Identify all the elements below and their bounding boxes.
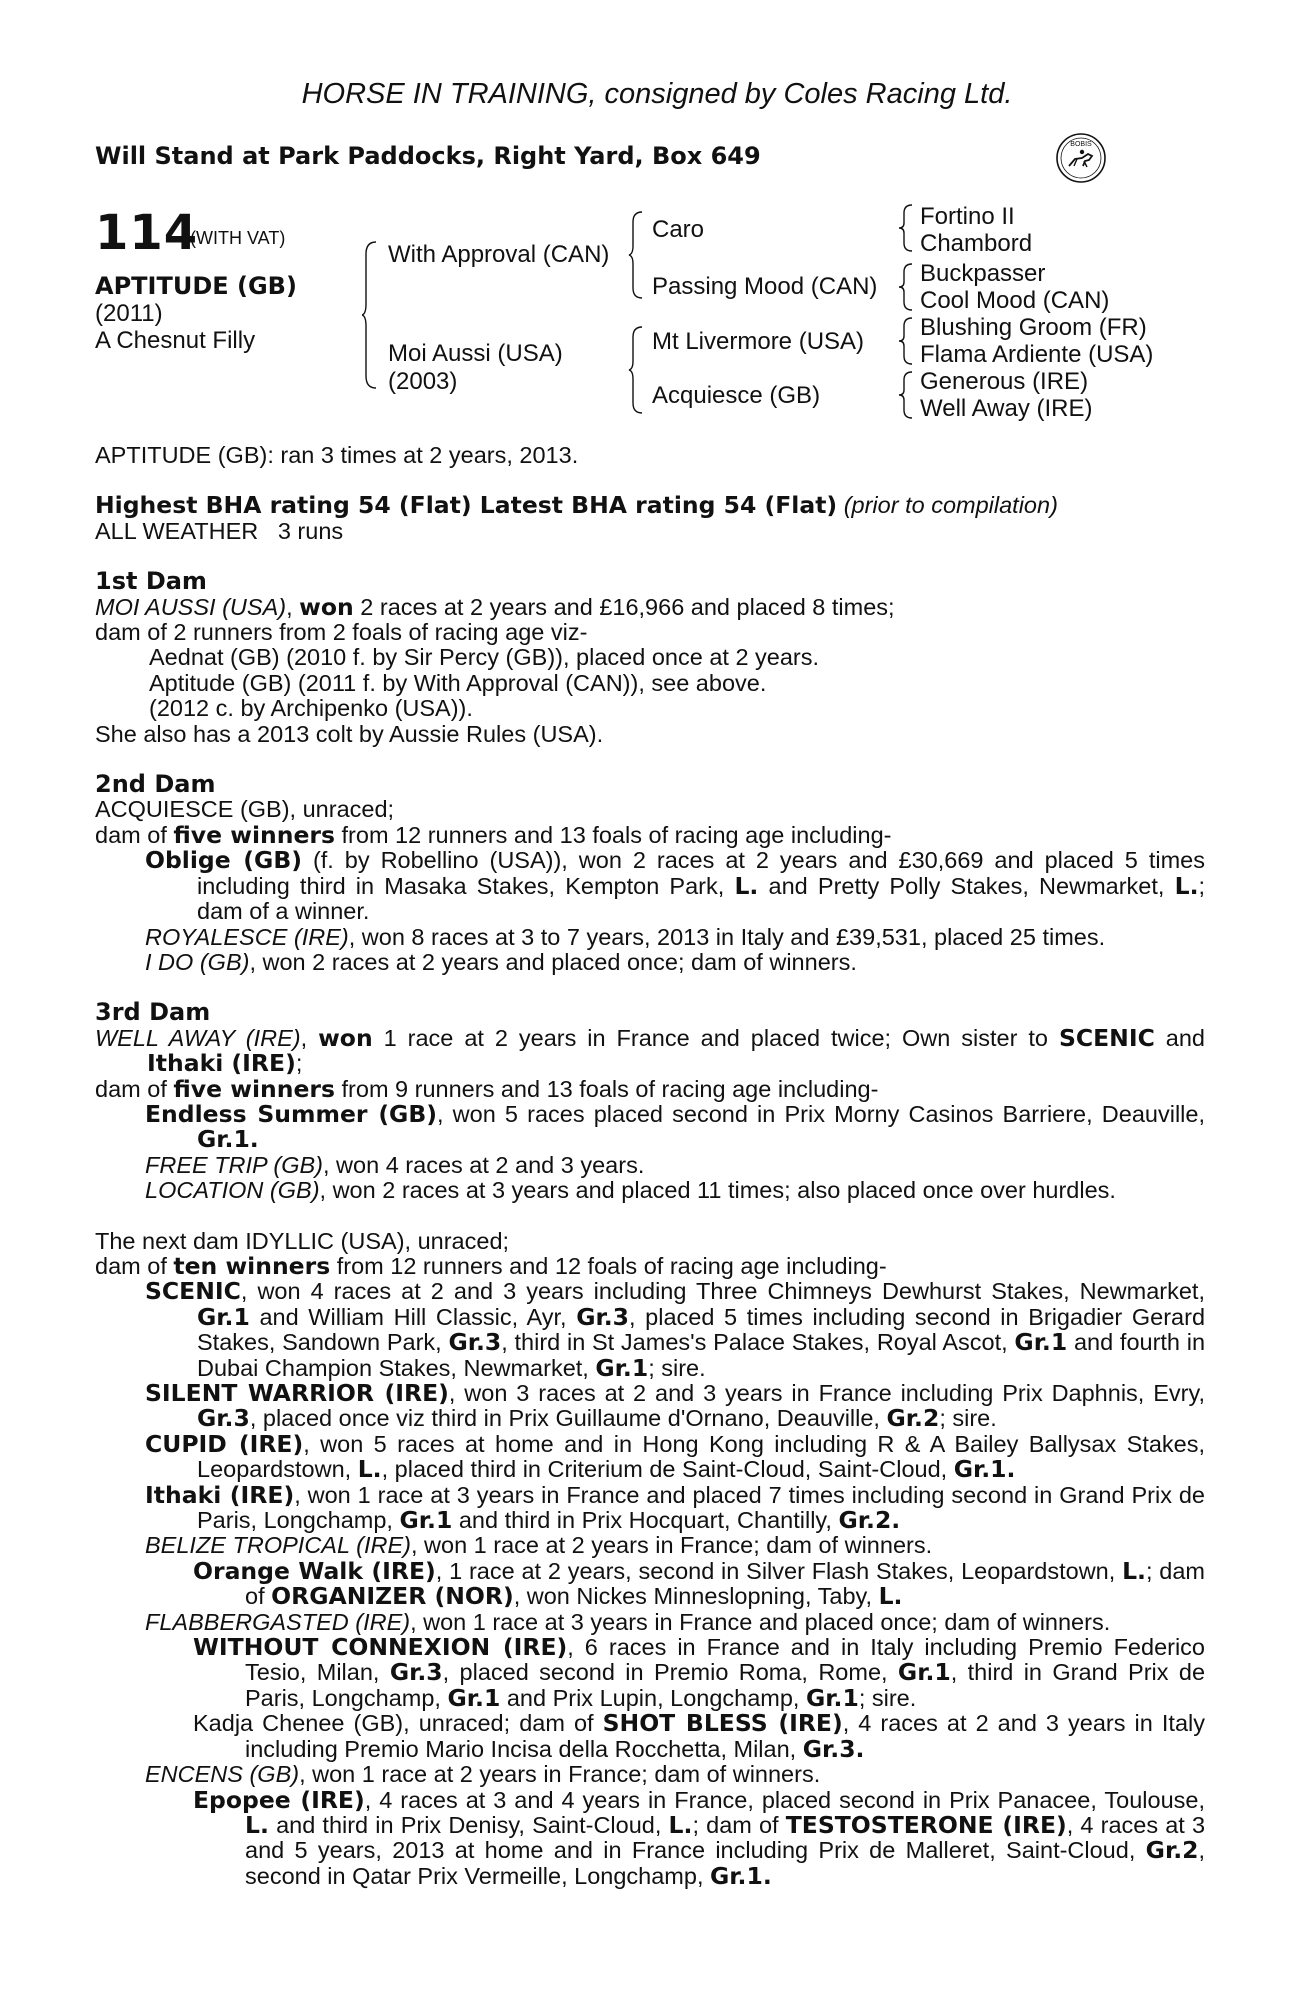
pedigree-sire: With Approval (CAN): [388, 241, 610, 268]
pedigree-dam-year: (2003): [388, 368, 458, 395]
produce-encens: ENCENS (GB), won 1 race at 2 years in France; dam of winners.: [145, 1761, 821, 1788]
produce-aptitude: Aptitude (GB) (2011 f. by With Approval (CAN)), see above.: [149, 669, 767, 696]
third-dam-line: WELL AWAY (IRE), won 1 race at 2 years in France and placed twice; Own sister to SCENIC and Ithaki (IRE);: [95, 1023, 1205, 1078]
produce-without-connexion: WITHOUT CONNEXION (IRE), 6 races in France and in Italy including Premio Federico Tesio, Milan, Gr.3, placed second in Premio Roma, Rome, Gr.1, third in Grand Prix de Paris, Longchamp, Gr.1 and Prix Lupin, Longchamp, Gr.1; sire.: [193, 1633, 1206, 1712]
produce-silent-warrior: SILENT WARRIOR (IRE), won 3 races at 2 and 3 years in France including Prix Daphnis, Evry, Gr.3, placed once viz third in Prix Guillaume d'Ornano, Deauville, Gr.2; sire.: [145, 1379, 1205, 1433]
logo-text: BOBIS: [1070, 141, 1092, 148]
pedigree-brace-3b: [898, 262, 914, 312]
second-dam-line: ACQUIESCE (GB), unraced;: [95, 796, 395, 823]
produce-location: LOCATION (GB), won 2 races at 3 years and placed 11 times; also placed once over hurdles.: [145, 1177, 1116, 1204]
next-dam-line: The next dam IDYLLIC (USA), unraced;: [95, 1227, 510, 1254]
pedigree-ssd: Chambord: [920, 230, 1033, 257]
second-dam-produce-intro: dam of five winners from 12 runners and 13 foals of racing age including-: [95, 820, 892, 849]
stand-location: Will Stand at Park Paddocks, Right Yard, Box 649: [95, 142, 761, 170]
pedigree-dam: Moi Aussi (USA): [388, 340, 563, 367]
pedigree-brace-sire: [628, 210, 644, 300]
pedigree-brace-3c: [898, 316, 914, 366]
lot-vat-note: (WITH VAT): [190, 228, 286, 248]
horse-description: A Chesnut Filly: [95, 327, 256, 354]
pedigree-sdd: Cool Mood (CAN): [920, 287, 1110, 314]
pedigree-ddd: Well Away (IRE): [920, 395, 1093, 422]
first-dam-produce-intro: dam of 2 runners from 2 foals of racing age viz-: [95, 619, 588, 646]
bobis-logo-icon: [1055, 132, 1107, 184]
produce-free-trip: FREE TRIP (GB), won 4 races at 2 and 3 years.: [145, 1151, 645, 1178]
pedigree-dam-dam: Acquiesce (GB): [652, 382, 821, 409]
lot-number: 114: [95, 205, 199, 261]
pedigree-dss: Blushing Groom (FR): [920, 314, 1147, 341]
pedigree-sire-sire: Caro: [652, 216, 705, 243]
produce-epopee: Epopee (IRE), 4 races at 3 and 4 years in France, placed second in Prix Panacee, Toulouse, L. and third in Prix Denisy, Saint-Cloud, L.; dam of TESTOSTERONE (IRE), 4 races at 3 and 5 years, 2013 at home and in France including Prix de Malleret, Saint-Cloud, Gr.2, second in Qatar Prix Vermeille, Longchamp, Gr.1.: [193, 1785, 1206, 1890]
pedigree-brace-3a: [898, 203, 914, 253]
catalogue-body: [95, 443, 1205, 1889]
consignor-title: HORSE IN TRAINING, consigned by Coles Racing Ltd.: [301, 78, 1013, 110]
first-dam-heading: 1st Dam: [95, 567, 207, 596]
produce-royalesce: ROYALESCE (IRE), won 8 races at 3 to 7 years, 2013 in Italy and £39,531, placed 25 times.: [145, 923, 1106, 950]
produce-orange-walk: Orange Walk (IRE), 1 race at 2 years, second in Silver Flash Stakes, Leopardstown, L.; dam of ORGANIZER (NOR), won Nickes Minneslopning, Taby, L.: [193, 1556, 1206, 1611]
all-weather-line: ALL WEATHER 3 runs: [95, 517, 344, 544]
third-dam-heading: 3rd Dam: [95, 998, 211, 1027]
second-dam-heading: 2nd Dam: [95, 770, 216, 799]
pedigree-sire-dam: Passing Mood (CAN): [652, 273, 878, 300]
pedigree-sds: Buckpasser: [920, 260, 1046, 287]
race-record: APTITUDE (GB): ran 3 times at 2 years, 2013.: [95, 442, 579, 468]
horse-name: APTITUDE (GB): [95, 272, 297, 300]
produce-2012-colt: (2012 c. by Archipenko (USA)).: [149, 695, 473, 722]
pedigree-dam-sire: Mt Livermore (USA): [652, 328, 865, 355]
produce-cupid: CUPID (IRE), won 5 races at home and in Hong Kong including R & A Bailey Ballysax Stakes, Leopardstown, L., placed third in Criterium de Saint-Cloud, Saint-Cloud, Gr.1.: [145, 1429, 1206, 1484]
produce-aednat: Aednat (GB) (2010 f. by Sir Percy (GB)), placed once at 2 years.: [149, 644, 820, 671]
produce-ithaki: Ithaki (IRE), won 1 race at 3 years in France and placed 7 times including second in Grand Prix de Paris, Longchamp, Gr.1 and third in Prix Hocquart, Chantilly, Gr.2.: [145, 1480, 1205, 1535]
produce-2013-colt: She also has a 2013 colt by Aussie Rules (USA).: [95, 720, 604, 747]
pedigree-brace-dam: [628, 325, 644, 415]
produce-oblige: Oblige (GB) (f. by Robellino (USA)), won 2 races at 2 years and £30,669 and placed 5 times including third in Masaka Stakes, Kempton Park, L. and Pretty Polly Stakes, Newmarket, L.; dam of a winner.: [145, 846, 1206, 925]
pedigree-dds: Generous (IRE): [920, 368, 1089, 395]
third-dam-produce-intro: dam of five winners from 9 runners and 13 foals of racing age including-: [95, 1074, 879, 1103]
produce-scenic: SCENIC, won 4 races at 2 and 3 years including Three Chimneys Dewhurst Stakes, Newmarket, Gr.1 and William Hill Classic, Ayr, Gr.3, placed 5 times including second in Brigadier Gerard Stakes, Sandown Park, Gr.3, third in St James's Palace Stakes, Royal Ascot, Gr.1 and fourth in Dubai Champion Stakes, Newmarket, Gr.1; sire.: [145, 1277, 1206, 1382]
pedigree-brace-3d: [898, 370, 914, 420]
produce-i-do: I DO (GB), won 2 races at 2 years and placed once; dam of winners.: [145, 948, 857, 975]
produce-belize-tropical: BELIZE TROPICAL (IRE), won 1 race at 2 years in France; dam of winners.: [145, 1532, 933, 1559]
next-dam-produce-intro: dam of ten winners from 12 runners and 12 foals of racing age including-: [95, 1251, 887, 1280]
rating-line: Highest BHA rating 54 (Flat) Latest BHA rating 54 (Flat) (prior to compilation): [95, 491, 1058, 520]
produce-endless-summer: Endless Summer (GB), won 5 races placed second in Prix Morny Casinos Barriere, Deauville, Gr.1.: [145, 1099, 1205, 1154]
produce-kadja-chenee: Kadja Chenee (GB), unraced; dam of SHOT BLESS (IRE), 4 races at 2 and 3 years in Italy including Premio Mario Incisa della Rocchetta, Milan, Gr.3.: [193, 1709, 1205, 1763]
pedigree-dsd: Flama Ardiente (USA): [920, 341, 1154, 368]
pedigree-brace-main: [362, 240, 378, 390]
pedigree-sss: Fortino II: [920, 203, 1015, 230]
horse-year: (2011): [95, 300, 163, 327]
produce-flabbergasted: FLABBERGASTED (IRE), won 1 race at 3 years in France and placed once; dam of winners.: [145, 1608, 1111, 1635]
first-dam-line: MOI AUSSI (USA), won 2 races at 2 years and £16,966 and placed 8 times;: [95, 592, 895, 621]
